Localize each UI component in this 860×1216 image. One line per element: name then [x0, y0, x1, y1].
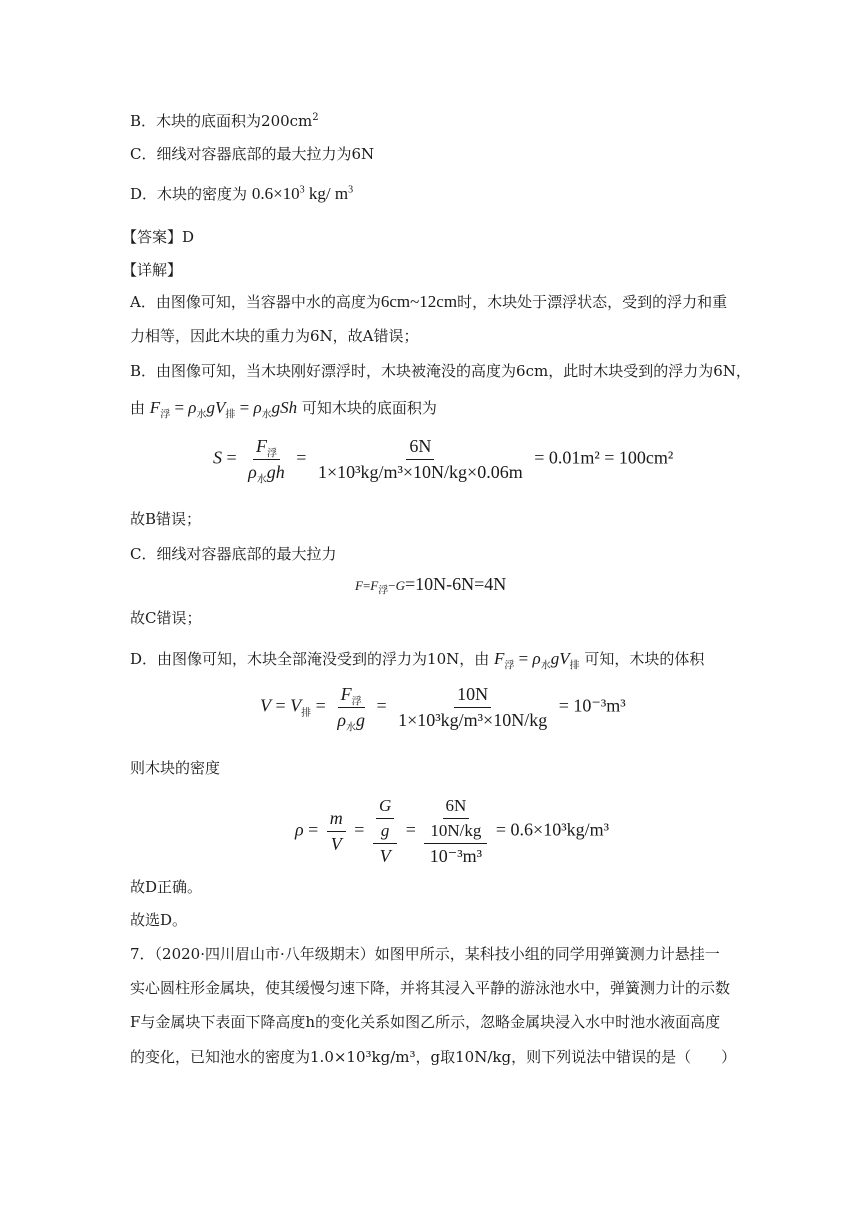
para-c-line1: C．细线对容器底部的最大拉力 — [130, 545, 337, 563]
detail-label: 【详解】 — [122, 261, 183, 279]
volume-equation: $V = V_排$ = $\frac{F_浮}{\rho_水g}$ = $\frac{10N}{\text{1×10³kg/m³×10N/kg}}$ = 10⁻³m³ — [260, 684, 626, 734]
para-b-line1: B．由图像可知，当木块刚好漂浮时，木块被淹没的高度为6cm，此时木块受到的浮力为6N， — [130, 362, 751, 380]
para-c-conclusion: 故C错误； — [130, 609, 202, 627]
para-d-line1: D．由图像可知，木块全部淹没受到的浮力为10N，由 $F_浮 = \rho_水gV_排$ 可知，木块的体积 — [130, 649, 705, 672]
option-d: D．木块的密度为 $0.6\times 10^3$ kg/ $m^3$ — [130, 184, 354, 203]
para-d-conclusion: 故D正确。 — [130, 878, 203, 896]
option-c: C．细线对容器底部的最大拉力为6N — [130, 145, 375, 163]
question7-line3: F与金属块下表面下降高度h的变化关系如图乙所示，忽略金属块浸入水中时池水液面高度 — [130, 1013, 721, 1031]
buoyancy-formula-2: $F_浮 = \rho_水gV_排$ — [494, 649, 580, 672]
para-a-line1: A．由图像可知，当容器中水的高度为6cm~12cm时，木块处于漂浮状态，受到的浮力和重 — [130, 292, 728, 311]
para-b-line2: 由 $F_浮 = \rho_水gV_排 = \rho_水gSh$ 可知木块的底面积为 — [130, 398, 437, 421]
final-choice: 故选D。 — [130, 911, 188, 929]
area-equation: S = $\frac{F_浮}{\rho_水gh}$ = $\frac{6N}{\text{1×10³kg/m³×10N/kg×0.06m}}$ = 0.01m² = 100cm² — [213, 436, 674, 486]
question7-line2: 实心圆柱形金属块，使其缓慢匀速下降，并将其浸入平静的游泳池水中，弹簧测力计的示数 — [130, 979, 731, 997]
option-b: B．木块的底面积为$200cm^2$ — [130, 112, 319, 130]
density-equation: ρ = $\frac{m}{V}$ = $\frac{\frac{G}{g}}{V}$ = $\frac{\frac{6N}{10N/kg}}{\text{10⁻³m³}}$ = 0.6×10³kg/m³ — [295, 796, 609, 866]
answer-label: 【答案】D — [122, 228, 195, 246]
question7-line1: 7．（2020·四川眉山市·八年级期末）如图甲所示，某科技小组的同学用弹簧测力计悬挂一 — [130, 945, 720, 963]
tension-equation: $F=F_浮-G=10N-6N=4N$ — [355, 574, 507, 597]
density-intro: 则木块的密度 — [130, 759, 221, 777]
buoyancy-formula: $F_浮 = \rho_水gV_排 = \rho_水gSh$ — [149, 398, 298, 421]
question7-line4: 的变化，已知池水的密度为1.0×10³kg/m³，g取10N/kg，则下列说法中错误的是（ ） — [130, 1048, 737, 1066]
para-a-line2: 力相等，因此木块的重力为6N，故A错误； — [130, 327, 419, 345]
density-value: $0.6\times 10^3$ kg/ $m^3$ — [251, 184, 354, 203]
para-b-conclusion: 故B错误； — [130, 510, 202, 528]
